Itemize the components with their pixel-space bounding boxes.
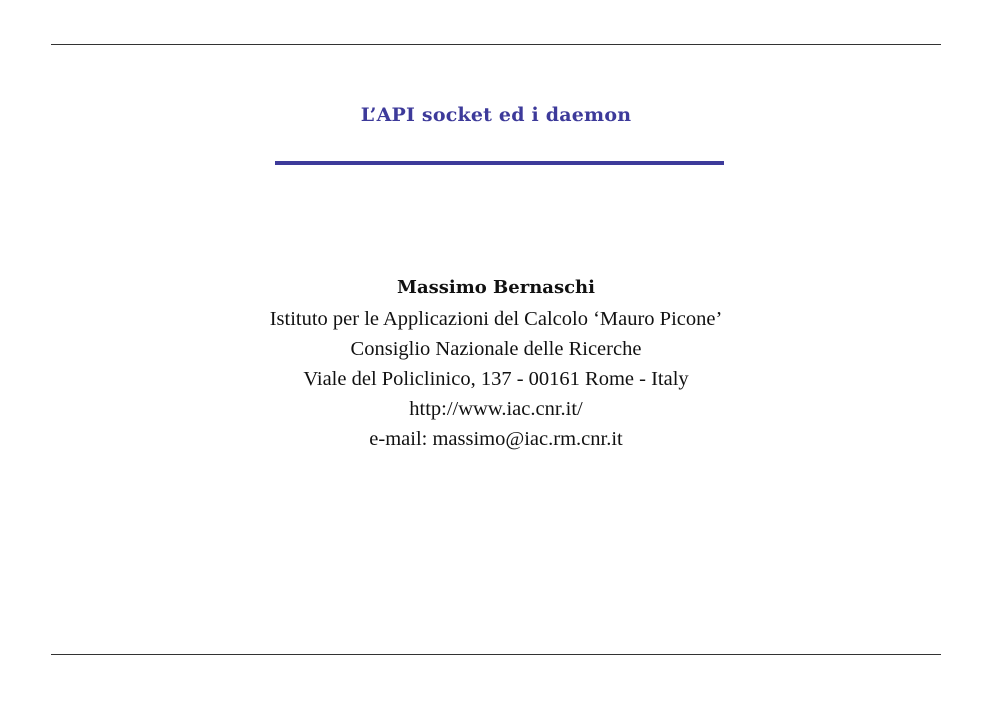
title-underline-bar [275, 161, 724, 165]
bottom-rule [51, 654, 941, 655]
author-email: e-mail: massimo@iac.rm.cnr.it [369, 428, 623, 450]
author-website: http://www.iac.cnr.it/ [409, 398, 583, 420]
author-institute: Istituto per le Applicazioni del Calcolo ‘Mauro Picone’ [269, 308, 723, 330]
author-address: Viale del Policlinico, 137 - 00161 Rome - Italy [303, 368, 689, 390]
document-title: L’API socket ed i daemon [360, 104, 632, 126]
author-name: Massimo Bernaschi [397, 277, 595, 298]
author-block [0, 274, 992, 454]
top-rule [51, 44, 941, 45]
author-organization: Consiglio Nazionale delle Ricerche [350, 338, 642, 360]
